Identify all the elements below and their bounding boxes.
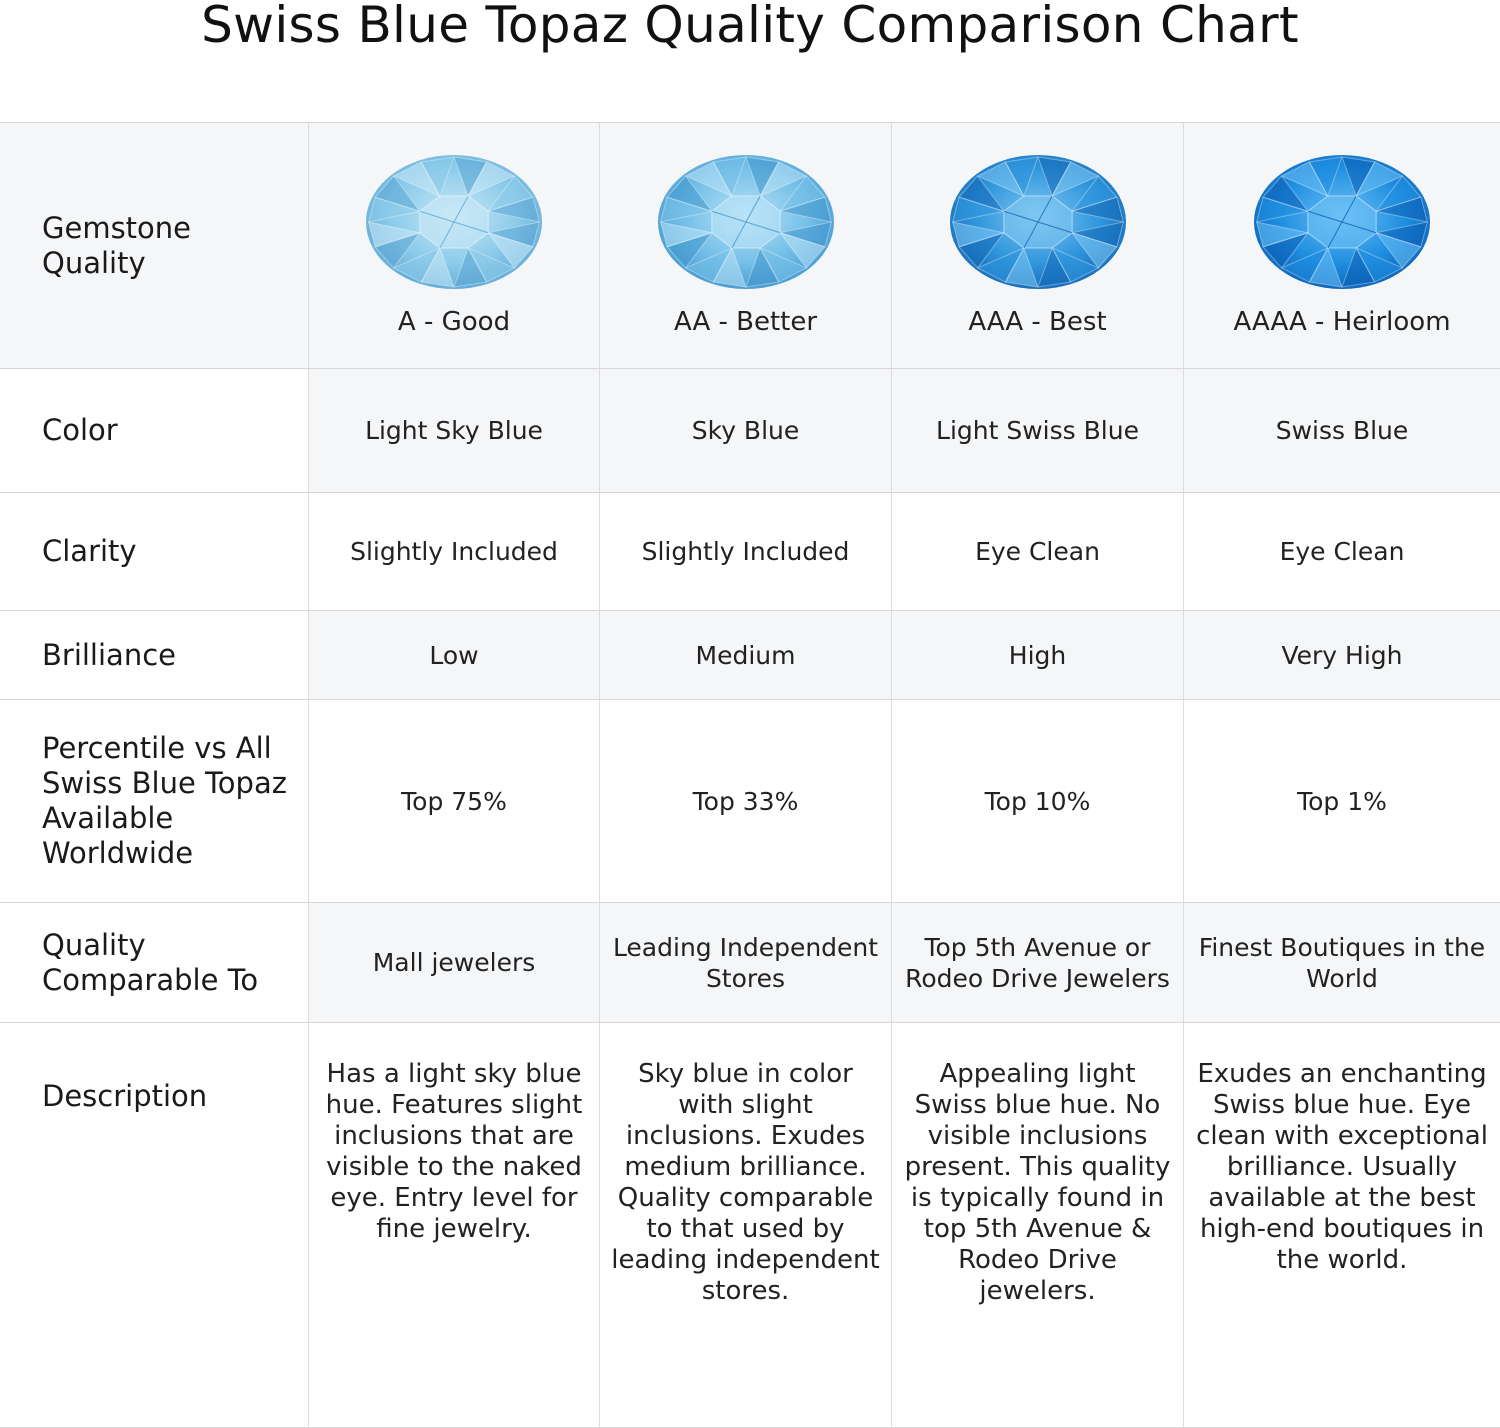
row-header-brilliance: Brilliance	[0, 611, 309, 700]
grade-label-aa: AA - Better	[673, 307, 818, 337]
chart-title: Swiss Blue Topaz Quality Comparison Chart	[201, 0, 1299, 54]
color-value-aaaa: Swiss Blue	[1184, 369, 1500, 493]
description-value-aaaa: Exudes an enchanting Swiss blue hue. Eye clean with exceptional brilliance. Usually available at the best high-end boutiques in the world.	[1184, 1023, 1500, 1428]
clarity-value-aa: Slightly Included	[600, 493, 892, 611]
clarity-value-aaa: Eye Clean	[892, 493, 1184, 611]
grade-column-aa	[600, 123, 892, 369]
brilliance-value-aaaa: Very High	[1184, 611, 1500, 700]
comparable-value-aaaa: Finest Boutiques in the World	[1184, 903, 1500, 1023]
grade-label-a: A - Good	[397, 307, 511, 337]
row-header-clarity: Clarity	[0, 493, 309, 611]
comparable-value-aaa: Top 5th Avenue or Rodeo Drive Jewelers	[892, 903, 1184, 1023]
gemstone-aaaa-image	[1252, 153, 1432, 291]
grade-label-aaaa: AAAA - Heirloom	[1233, 307, 1451, 337]
comparable-value-a: Mall jewelers	[309, 903, 600, 1023]
color-value-aaa: Light Swiss Blue	[892, 369, 1184, 493]
description-value-aa: Sky blue in color with slight inclusions. Exudes medium brilliance. Quality comparable to that used by leading independent stores.	[600, 1023, 892, 1428]
percentile-value-a: Top 75%	[309, 700, 600, 903]
color-value-a: Light Sky Blue	[309, 369, 600, 493]
row-header-color: Color	[0, 369, 309, 493]
gemstone-aaa-image	[948, 153, 1128, 291]
row-header-description: Description	[0, 1023, 309, 1428]
grade-label-aaa: AAA - Best	[968, 307, 1107, 337]
comparison-table	[0, 122, 1500, 1428]
grade-column-aaaa	[1184, 123, 1500, 369]
gemstone-a-image	[364, 153, 544, 291]
comparable-value-aa: Leading Independent Stores	[600, 903, 892, 1023]
description-value-a: Has a light sky blue hue. Features slight inclusions that are visible to the naked eye. Entry level for fine jewelry.	[309, 1023, 600, 1428]
brilliance-value-a: Low	[309, 611, 600, 700]
percentile-value-aa: Top 33%	[600, 700, 892, 903]
color-value-aa: Sky Blue	[600, 369, 892, 493]
brilliance-value-aa: Medium	[600, 611, 892, 700]
description-value-aaa: Appealing light Swiss blue hue. No visible inclusions present. This quality is typically found in top 5th Avenue & Rodeo Drive jewelers.	[892, 1023, 1184, 1428]
row-header-gemstone-quality: Gemstone Quality	[0, 123, 309, 369]
percentile-value-aaa: Top 10%	[892, 700, 1184, 903]
row-header-comparable-to: Quality Comparable To	[0, 903, 309, 1023]
clarity-value-aaaa: Eye Clean	[1184, 493, 1500, 611]
row-header-percentile: Percentile vs All Swiss Blue Topaz Available Worldwide	[0, 700, 309, 903]
percentile-value-aaaa: Top 1%	[1184, 700, 1500, 903]
grade-column-aaa	[892, 123, 1184, 369]
gemstone-aa-image	[656, 153, 836, 291]
grade-column-a	[309, 123, 600, 369]
clarity-value-a: Slightly Included	[309, 493, 600, 611]
brilliance-value-aaa: High	[892, 611, 1184, 700]
